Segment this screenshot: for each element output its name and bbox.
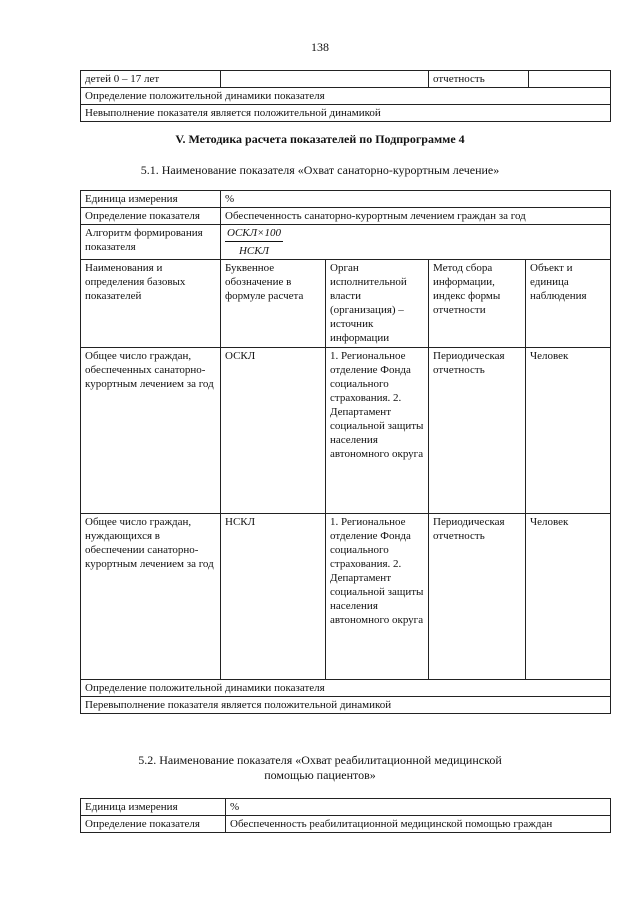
table-header-row [81, 260, 611, 348]
table-row [81, 348, 611, 514]
table-cell: Определение положительной динамики показателя [81, 88, 611, 105]
column-header: Объект и единица наблюдения [526, 260, 611, 348]
table-row [81, 208, 611, 225]
table-cell: НСКЛ [221, 514, 326, 680]
table-row [81, 225, 611, 260]
column-header: Орган исполнительной власти (организация) – источник информации [326, 260, 429, 348]
table-row [81, 88, 611, 105]
table-cell: Общее число граждан, нуждающихся в обеспечении санаторно-курортным лечением за год [81, 514, 221, 680]
table-cell: Человек [526, 514, 611, 680]
formula-cell [221, 225, 611, 260]
definition-value: Обеспеченность реабилитационной медицинской помощью граждан [226, 816, 611, 833]
indicator-1-table [80, 190, 611, 714]
column-header: Наименования и определения базовых показателей [81, 260, 221, 348]
formula-numerator: ОСКЛ×100 [225, 226, 283, 242]
table-cell: Периодическая отчетность [429, 348, 526, 514]
dynamics-label: Определение положительной динамики показателя [81, 680, 611, 697]
table-cell: отчетность [429, 71, 529, 88]
table-cell: ОСКЛ [221, 348, 326, 514]
column-header: Буквенное обозначение в формуле расчета [221, 260, 326, 348]
formula [225, 226, 283, 258]
definition-label: Определение показателя [81, 208, 221, 225]
top-table [80, 70, 611, 122]
table-cell: Человек [526, 348, 611, 514]
table-row [81, 105, 611, 122]
table-row [81, 697, 611, 714]
unit-label: Единица измерения [81, 799, 226, 816]
indicator-2-title-line-1: 5.2. Наименование показателя «Охват реабилитационной медицинской [138, 753, 502, 767]
unit-label: Единица измерения [81, 191, 221, 208]
table-row [81, 71, 611, 88]
table-cell: 1. Региональное отделение Фонда социального страхования. 2. Департамент социальной защиты населения автономного округа [326, 348, 429, 514]
table-cell: Периодическая отчетность [429, 514, 526, 680]
table-cell [529, 71, 611, 88]
formula-denominator: НСКЛ [238, 245, 269, 257]
definition-label: Определение показателя [81, 816, 226, 833]
table-row [81, 191, 611, 208]
table-row [81, 799, 611, 816]
table-row [81, 514, 611, 680]
table-cell: 1. Региональное отделение Фонда социального страхования. 2. Департамент социальной защиты населения автономного округа [326, 514, 429, 680]
table-cell: детей 0 – 17 лет [81, 71, 221, 88]
column-header: Метод сбора информации, индекс формы отчетности [429, 260, 526, 348]
unit-value: % [226, 799, 611, 816]
table-row [81, 680, 611, 697]
algorithm-label: Алгоритм формирования показателя [81, 225, 221, 260]
indicator-1-title: 5.1. Наименование показателя «Охват санаторно-курортным лечение» [140, 163, 500, 177]
table-row [81, 816, 611, 833]
section-title: V. Методика расчета показателей по Подпрограмме 4 [175, 132, 465, 146]
table-cell: Невыполнение показателя является положительной динамикой [81, 105, 611, 122]
table-cell: Общее число граждан, обеспеченных санаторно-курортным лечением за год [81, 348, 221, 514]
dynamics-value: Перевыполнение показателя является положительной динамикой [81, 697, 611, 714]
definition-value: Обеспеченность санаторно-курортным лечением граждан за год [221, 208, 611, 225]
unit-value: % [221, 191, 611, 208]
indicator-2-table [80, 798, 611, 833]
indicator-2-title-line-2: помощью пациентов» [264, 768, 376, 782]
page-number: 138 [311, 40, 329, 54]
table-cell [221, 71, 429, 88]
